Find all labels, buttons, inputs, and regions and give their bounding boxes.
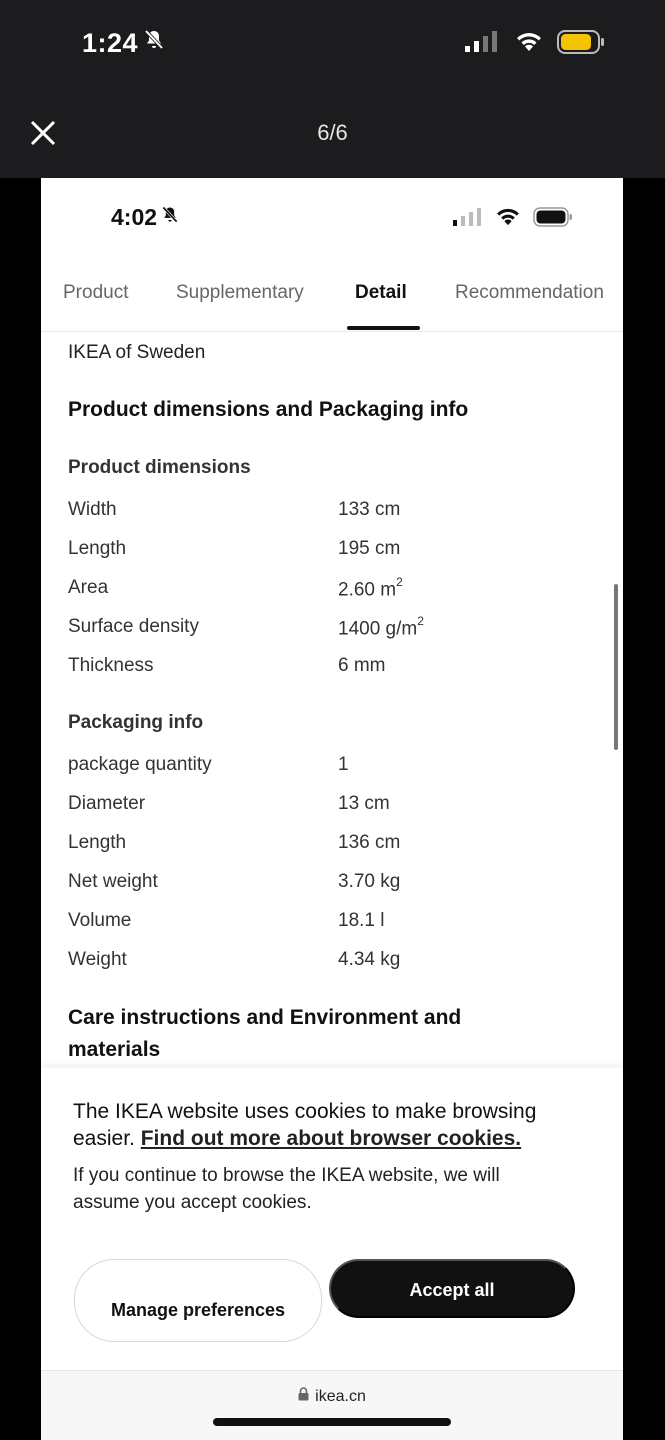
group-title-packaging-info: Packaging info	[68, 712, 204, 733]
spec-value: 195 cm	[338, 538, 401, 559]
unit-superscript: 2	[417, 614, 424, 628]
battery-icon	[533, 206, 573, 233]
browser-address-bar[interactable]	[41, 1370, 623, 1440]
image-counter: 6/6	[317, 120, 348, 145]
spec-label: Area	[68, 577, 109, 598]
spec-value: 6 mm	[338, 655, 386, 676]
inner-status-bar	[41, 178, 623, 256]
spec-label: Surface density	[68, 616, 199, 637]
section-title-care: Care instructions and Environment and materials	[68, 1006, 462, 1061]
spec-label: Length	[68, 538, 127, 559]
spec-row	[68, 949, 608, 979]
cookie-text: The IKEA website uses cookies to make browsing easier.	[73, 1100, 537, 1150]
spec-label: Thickness	[68, 655, 154, 676]
inner-status-icons	[453, 206, 573, 233]
designer-name: IKEA of Sweden	[68, 342, 206, 363]
spec-value: 136 cm	[338, 832, 401, 853]
tab-detail[interactable]: Detail	[355, 282, 407, 303]
product-tabs	[41, 276, 623, 332]
outer-clock	[82, 28, 166, 59]
address-display[interactable]	[41, 1387, 623, 1406]
spec-label: Volume	[68, 910, 132, 931]
scrollbar[interactable]	[614, 584, 618, 750]
spec-label: Length	[68, 832, 127, 853]
wifi-icon	[515, 31, 543, 58]
home-indicator	[213, 1418, 451, 1426]
battery-icon	[557, 30, 605, 59]
signal-icon	[465, 31, 501, 58]
spec-row	[68, 577, 608, 607]
spec-value: 3.70 kg	[338, 871, 401, 892]
spec-value: 1400 g/m	[338, 618, 418, 640]
accept-all-button[interactable]: Accept all	[329, 1259, 575, 1318]
spec-label: Net weight	[68, 871, 158, 892]
spec-value: 2.60 m	[338, 579, 397, 601]
inner-clock	[111, 204, 180, 231]
tab-recommendation[interactable]: Recommendation	[455, 282, 604, 303]
spec-value-with-unit	[338, 616, 424, 640]
cookie-message	[73, 1098, 583, 1152]
outer-status-icons	[465, 30, 605, 59]
section-title-dimensions: Product dimensions and Packaging info	[68, 398, 469, 421]
spec-label: Width	[68, 499, 117, 520]
spec-row	[68, 832, 608, 862]
spec-label: Weight	[68, 949, 127, 970]
spec-row	[68, 616, 608, 646]
cookie-subtext: If you continue to browse the IKEA website, we will assume you accept cookies.	[73, 1165, 500, 1213]
image-viewer-header	[0, 90, 665, 178]
spec-value-with-unit	[338, 577, 403, 601]
spec-row	[68, 793, 608, 823]
spec-label: package quantity	[68, 754, 212, 775]
active-tab-indicator	[347, 326, 420, 330]
cookie-info-link[interactable]: Find out more about browser cookies.	[140, 1127, 522, 1150]
outer-status-bar	[0, 0, 665, 90]
spec-value: 18.1 l	[338, 910, 385, 931]
spec-value: 1	[338, 754, 349, 775]
spec-row	[68, 499, 608, 529]
spec-row	[68, 871, 608, 901]
spec-row	[68, 655, 608, 685]
spec-value: 4.34 kg	[338, 949, 401, 970]
manage-preferences-button[interactable]: Manage preferences	[74, 1259, 322, 1342]
signal-icon	[453, 207, 483, 232]
bell-slash-icon	[160, 204, 180, 231]
domain-text: ikea.cn	[315, 1387, 366, 1405]
cookie-banner	[41, 1068, 623, 1370]
unit-superscript: 2	[396, 575, 403, 589]
spec-value: 13 cm	[338, 793, 390, 814]
bell-slash-icon	[142, 28, 166, 59]
inner-screenshot	[41, 178, 623, 1440]
wifi-icon	[495, 207, 521, 232]
tab-supplementary[interactable]: Supplementary	[176, 282, 304, 303]
spec-row	[68, 910, 608, 940]
group-title-product-dimensions: Product dimensions	[68, 457, 251, 478]
tab-product[interactable]: Product	[63, 282, 129, 303]
lock-icon	[298, 1387, 309, 1406]
outer-time-text: 1:24	[82, 28, 139, 58]
spec-row	[68, 538, 608, 568]
spec-row	[68, 754, 608, 784]
inner-time-text: 4:02	[111, 204, 158, 230]
spec-value: 133 cm	[338, 499, 401, 520]
spec-label: Diameter	[68, 793, 146, 814]
